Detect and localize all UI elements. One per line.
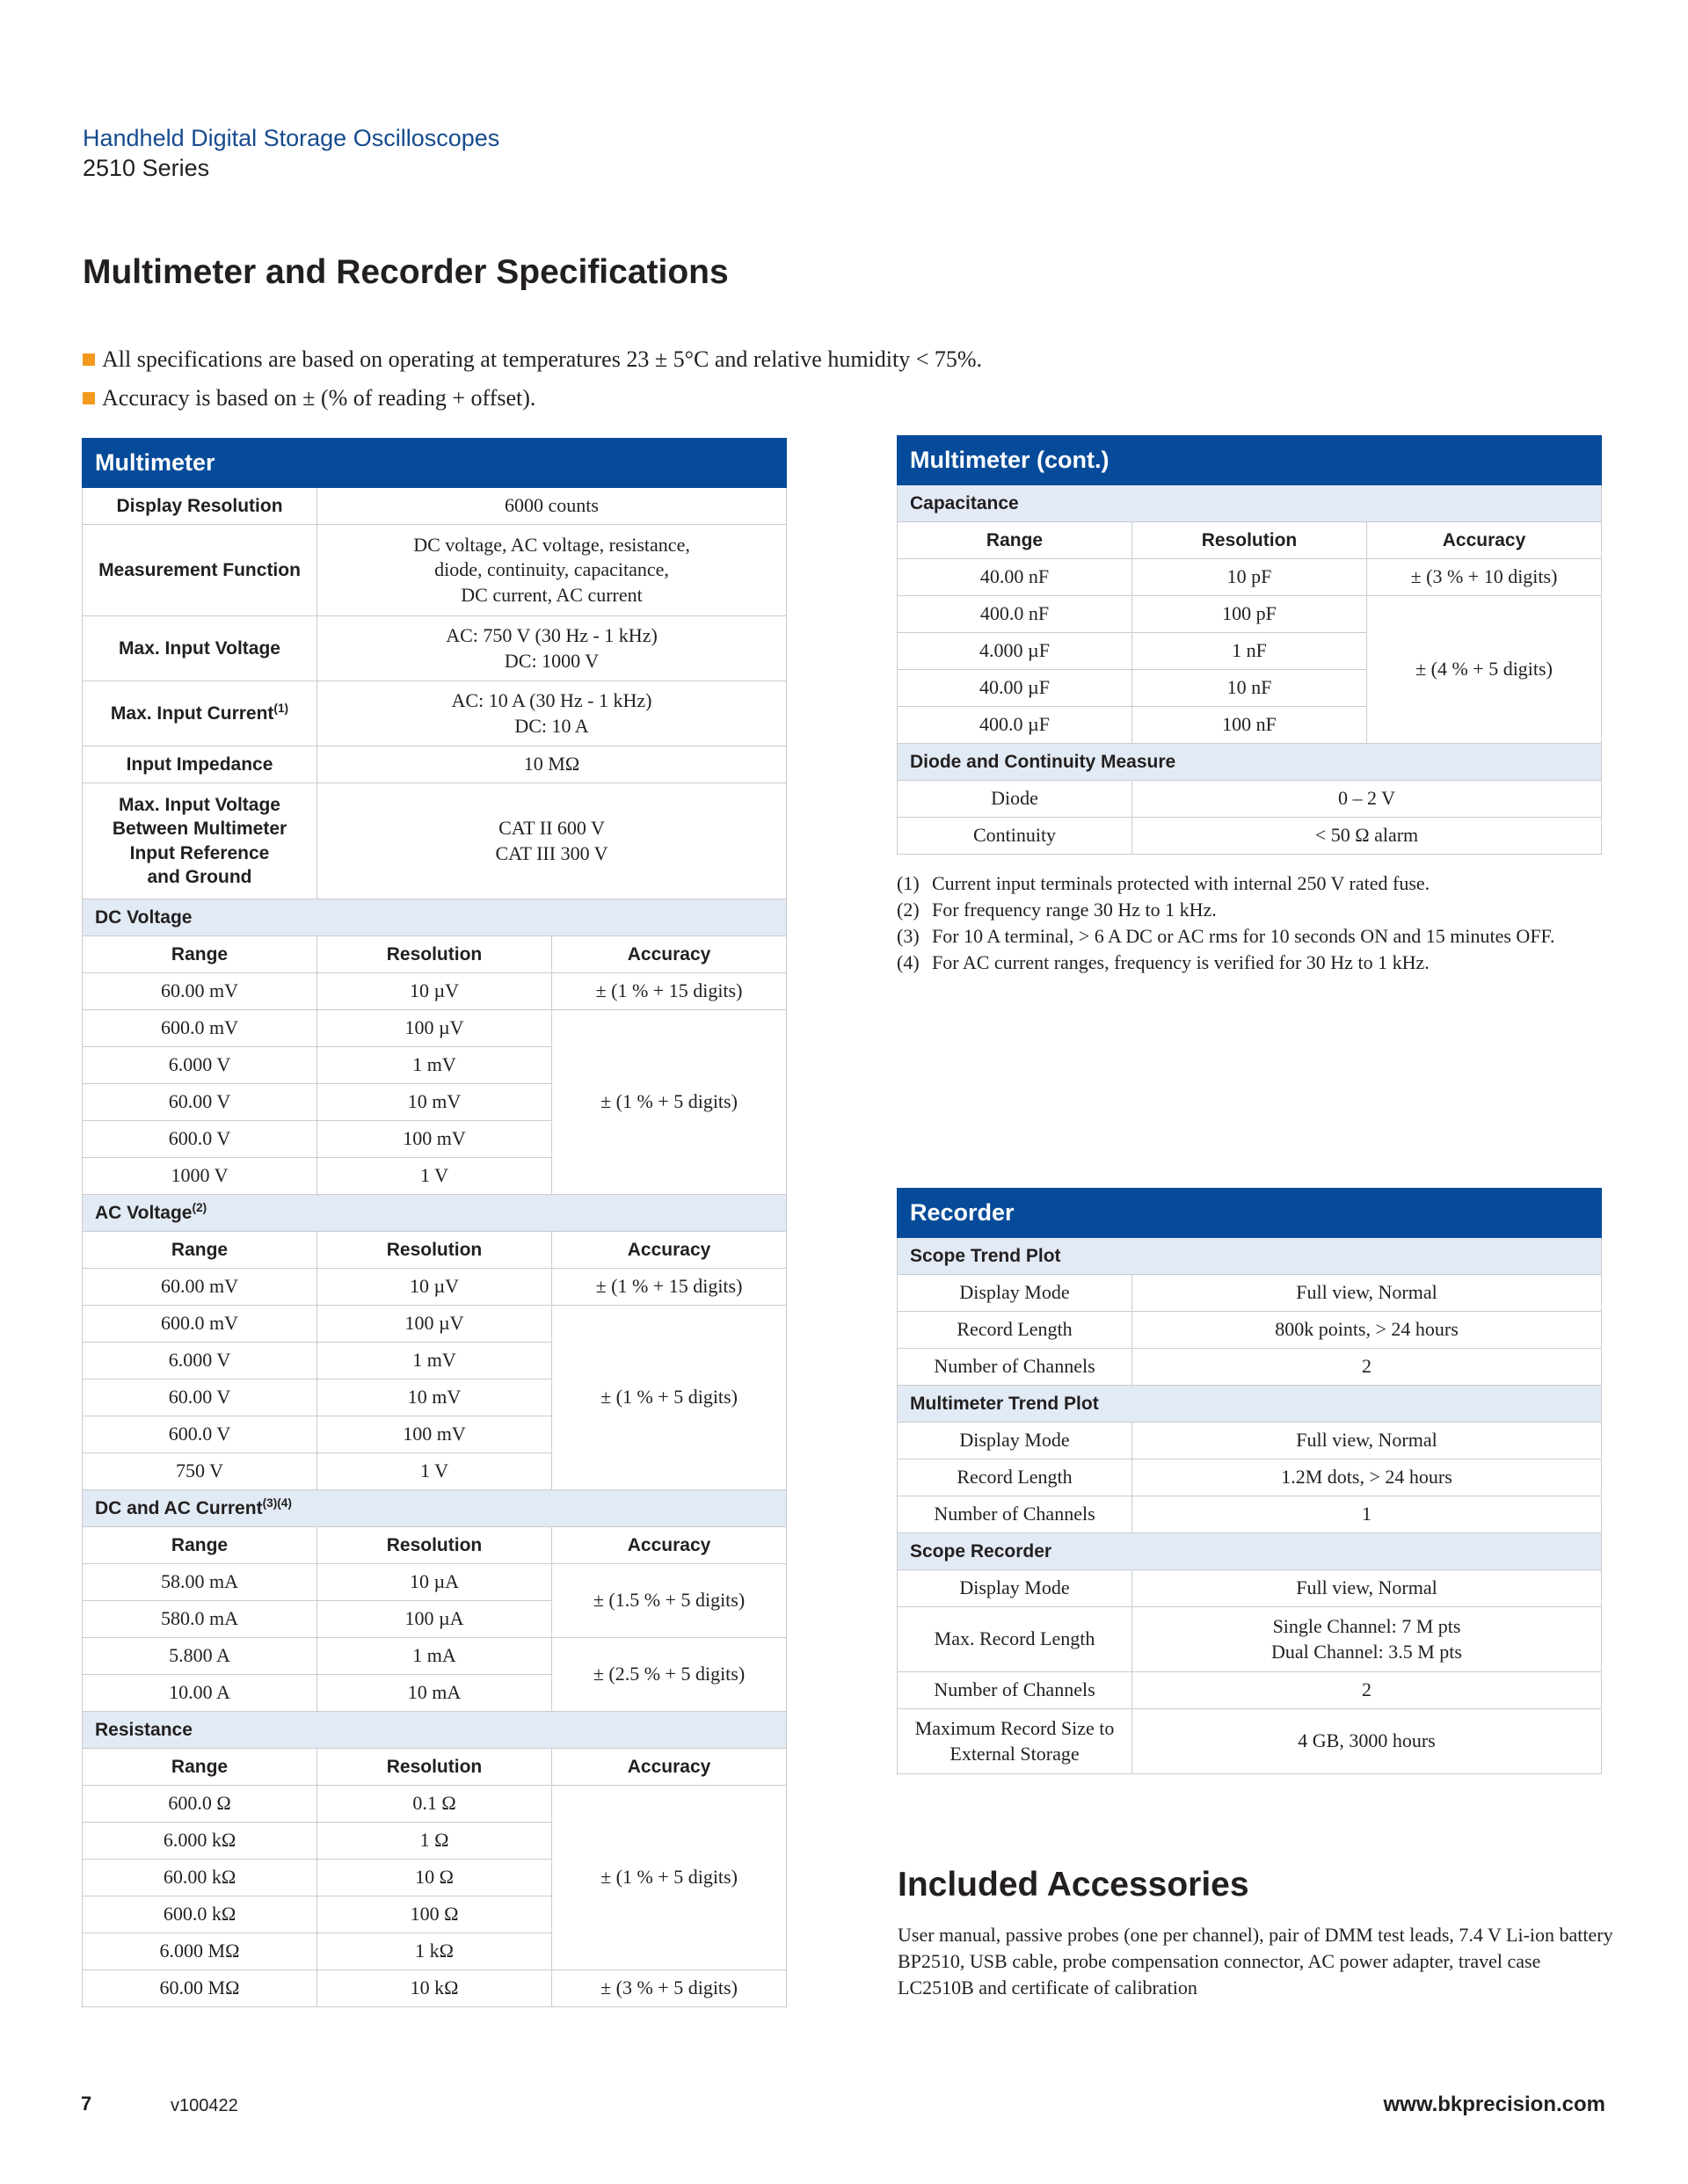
page-number: 7 <box>81 2093 92 2115</box>
resolution-cell: 100 µA <box>317 1601 552 1638</box>
value-line: AC: 10 A (30 Hz - 1 kHz) <box>451 688 652 711</box>
accuracy-cell: ± (3 % + 10 digits) <box>1367 559 1602 596</box>
spec-label <box>83 681 317 746</box>
footnote-text: For 10 A terminal, > 6 A DC or AC rms for 10 seconds ON and 15 minutes OFF. <box>932 925 1555 947</box>
footnote-number: (3) <box>897 925 920 947</box>
accuracy-cell: ± (4 % + 5 digits) <box>1367 596 1602 744</box>
square-bullet-icon <box>83 392 95 404</box>
column-header: Range <box>898 522 1132 559</box>
table-row <box>898 1312 1602 1349</box>
resolution-cell: 1 mV <box>317 1343 552 1380</box>
accuracy-cell: ± (1 % + 5 digits) <box>552 1010 787 1195</box>
column-header: Accuracy <box>1367 522 1602 559</box>
column-header: Accuracy <box>552 1527 787 1564</box>
resolution-cell: 10 Ω <box>317 1860 552 1896</box>
spec-label: Record Length <box>898 1312 1132 1349</box>
range-cell: 600.0 mV <box>83 1010 317 1047</box>
footnote-ref: (1) <box>273 702 289 716</box>
range-cell: 400.0 nF <box>898 596 1132 633</box>
range-cell: 600.0 V <box>83 1416 317 1453</box>
range-cell: 600.0 kΩ <box>83 1896 317 1933</box>
range-cell: 400.0 µF <box>898 707 1132 744</box>
resolution-cell: 10 µA <box>317 1564 552 1601</box>
spec-value <box>317 681 787 746</box>
resolution-cell: 100 mV <box>317 1121 552 1158</box>
column-header: Accuracy <box>552 936 787 973</box>
table-row <box>898 1349 1602 1386</box>
spec-label: Display Mode <box>898 1570 1132 1607</box>
accuracy-cell: ± (2.5 % + 5 digits) <box>552 1638 787 1712</box>
spec-label: Diode <box>898 781 1132 818</box>
table-row <box>83 1564 787 1601</box>
resolution-cell: 100 nF <box>1132 707 1367 744</box>
table-row <box>898 1496 1602 1533</box>
label-line: Between Multimeter <box>112 819 287 840</box>
footnote <box>897 897 1555 923</box>
range-cell: 600.0 V <box>83 1121 317 1158</box>
resolution-cell: 10 kΩ <box>317 1970 552 2007</box>
resolution-cell: 10 pF <box>1132 559 1367 596</box>
website-link[interactable]: www.bkprecision.com <box>1383 2093 1605 2116</box>
resolution-cell: 100 pF <box>1132 596 1367 633</box>
range-cell: 10.00 A <box>83 1675 317 1712</box>
range-cell: 40.00 nF <box>898 559 1132 596</box>
label-line: Maximum Record Size to <box>914 1716 1115 1739</box>
footnote-ref: (3)(4) <box>262 1496 292 1511</box>
bullet-text: Accuracy is based on ± (% of reading + offset). <box>102 385 536 411</box>
resolution-cell: 1 V <box>317 1158 552 1195</box>
footnote-text: For AC current ranges, frequency is verified for 30 Hz to 1 kHz. <box>932 951 1430 973</box>
spec-label <box>83 783 317 899</box>
range-cell: 60.00 MΩ <box>83 1970 317 2007</box>
resolution-cell: 100 µV <box>317 1010 552 1047</box>
document-series: 2510 Series <box>83 155 210 181</box>
table-row <box>83 1970 787 2007</box>
spec-value: Full view, Normal <box>1132 1570 1602 1607</box>
section-header: Capacitance <box>898 485 1602 522</box>
table-row <box>898 1423 1602 1460</box>
column-header: Resolution <box>1132 522 1367 559</box>
spec-label: Max. Record Length <box>898 1607 1132 1672</box>
range-cell: 750 V <box>83 1453 317 1490</box>
recorder-table <box>897 1188 1602 1774</box>
accuracy-cell: ± (1 % + 5 digits) <box>552 1306 787 1490</box>
section-header: Diode and Continuity Measure <box>898 744 1602 781</box>
range-cell: 40.00 µF <box>898 670 1132 707</box>
table-row <box>898 559 1602 596</box>
value-line: CAT II 600 V <box>498 816 605 839</box>
column-header: Range <box>83 936 317 973</box>
section-header: Multimeter Trend Plot <box>898 1386 1602 1423</box>
footnote <box>897 923 1555 950</box>
label-line: and Ground <box>147 866 252 887</box>
spec-label: Max. Input Voltage <box>83 616 317 681</box>
accuracy-cell: ± (1 % + 5 digits) <box>552 1786 787 1970</box>
resolution-cell: 100 µV <box>317 1306 552 1343</box>
value-line: Single Channel: 7 M pts <box>1272 1614 1461 1637</box>
range-cell: 60.00 kΩ <box>83 1860 317 1896</box>
resolution-cell: 100 Ω <box>317 1896 552 1933</box>
accessories-text: User manual, passive probes (one per channel), pair of DMM test leads, 7.4 V Li-ion battery BP2510, USB cable, probe compensation connector, AC power adapter, travel case LC2510B and certificate of calibration <box>898 1924 1613 1998</box>
range-cell: 60.00 mV <box>83 1269 317 1306</box>
table-row <box>898 1607 1602 1672</box>
accuracy-cell: ± (1.5 % + 5 digits) <box>552 1564 787 1638</box>
range-cell: 6.000 V <box>83 1047 317 1084</box>
table-title: Multimeter <box>83 439 787 488</box>
section-title: DC and AC Current <box>95 1498 263 1519</box>
spec-value: < 50 Ω alarm <box>1132 818 1602 855</box>
multimeter-table <box>82 438 787 2007</box>
spec-label: Number of Channels <box>898 1349 1132 1386</box>
section-header: Resistance <box>83 1712 787 1749</box>
column-header: Range <box>83 1749 317 1786</box>
footnotes <box>897 870 1555 976</box>
column-header: Range <box>83 1527 317 1564</box>
document-product-title: Handheld Digital Storage Oscilloscopes <box>83 125 500 151</box>
spec-value: 6000 counts <box>317 488 787 525</box>
section-header: DC Voltage <box>83 899 787 936</box>
range-cell: 1000 V <box>83 1158 317 1195</box>
footnote-number: (2) <box>897 899 920 921</box>
table-row <box>83 1306 787 1343</box>
footnote-ref: (2) <box>192 1201 207 1215</box>
resolution-cell: 1 nF <box>1132 633 1367 670</box>
spec-value: Full view, Normal <box>1132 1423 1602 1460</box>
value-line: Dual Channel: 3.5 M pts <box>1271 1640 1462 1663</box>
accuracy-cell: ± (1 % + 15 digits) <box>552 973 787 1010</box>
value-line: DC: 1000 V <box>504 649 600 672</box>
spec-value: 2 <box>1132 1349 1602 1386</box>
resolution-cell: 10 mV <box>317 1380 552 1416</box>
value-line: DC: 10 A <box>514 714 589 737</box>
section-header <box>83 1195 787 1232</box>
square-bullet-icon <box>83 353 95 366</box>
table-row <box>898 1460 1602 1496</box>
range-cell: 6.000 kΩ <box>83 1823 317 1860</box>
table-row <box>898 1672 1602 1709</box>
bullet-text: All specifications are based on operating at temperatures 23 ± 5°C and relative humidity < 75%. <box>102 346 983 372</box>
resolution-cell: 1 kΩ <box>317 1933 552 1970</box>
spec-label: Input Impedance <box>83 746 317 783</box>
spec-label: Number of Channels <box>898 1496 1132 1533</box>
resolution-cell: 1 mA <box>317 1638 552 1675</box>
resolution-cell: 10 mV <box>317 1084 552 1121</box>
spec-label: Display Resolution <box>83 488 317 525</box>
resolution-cell: 1 V <box>317 1453 552 1490</box>
value-line: DC current, AC current <box>461 583 643 606</box>
spec-bullet <box>83 346 982 373</box>
range-cell: 6.000 V <box>83 1343 317 1380</box>
spec-label: Display Mode <box>898 1275 1132 1312</box>
label-line: External Storage <box>950 1742 1080 1765</box>
section-title: AC Voltage <box>95 1203 193 1224</box>
value-line: CAT III 300 V <box>495 841 608 864</box>
range-cell: 600.0 mV <box>83 1306 317 1343</box>
section-header <box>83 1490 787 1527</box>
range-cell: 5.800 A <box>83 1638 317 1675</box>
resolution-cell: 10 mA <box>317 1675 552 1712</box>
range-cell: 60.00 V <box>83 1084 317 1121</box>
footnote-text: Current input terminals protected with internal 250 V rated fuse. <box>932 872 1430 894</box>
table-row <box>83 1638 787 1675</box>
column-header: Resolution <box>317 1749 552 1786</box>
multimeter-cont-table <box>897 435 1602 855</box>
spec-label: Number of Channels <box>898 1672 1132 1709</box>
spec-value: 10 MΩ <box>317 746 787 783</box>
spec-value <box>1132 1607 1602 1672</box>
range-cell: 60.00 V <box>83 1380 317 1416</box>
spec-value: 1 <box>1132 1496 1602 1533</box>
label-line: Max. Input Voltage <box>119 794 280 815</box>
resolution-cell: 10 nF <box>1132 670 1367 707</box>
range-cell: 580.0 mA <box>83 1601 317 1638</box>
footnote-number: (1) <box>897 872 920 894</box>
spec-value: Full view, Normal <box>1132 1275 1602 1312</box>
resolution-cell: 10 µV <box>317 1269 552 1306</box>
spec-value: 1.2M dots, > 24 hours <box>1132 1460 1602 1496</box>
spec-value: 2 <box>1132 1672 1602 1709</box>
version-code: v100422 <box>171 2096 238 2115</box>
column-header: Resolution <box>317 1527 552 1564</box>
section-header: Scope Recorder <box>898 1533 1602 1570</box>
range-cell: 60.00 mV <box>83 973 317 1010</box>
spec-value <box>317 525 787 616</box>
spec-bullet <box>83 385 535 411</box>
table-row <box>898 781 1602 818</box>
spec-value: 0 – 2 V <box>1132 781 1602 818</box>
footnote-number: (4) <box>897 951 920 973</box>
table-row <box>83 1010 787 1047</box>
value-line: diode, continuity, capacitance, <box>434 558 669 581</box>
table-title: Recorder <box>898 1189 1602 1238</box>
resolution-cell: 100 mV <box>317 1416 552 1453</box>
table-row <box>83 1269 787 1306</box>
value-line: AC: 750 V (30 Hz - 1 kHz) <box>446 623 658 646</box>
value-line: DC voltage, AC voltage, resistance, <box>413 533 690 556</box>
table-title: Multimeter (cont.) <box>898 436 1602 485</box>
spec-label: Measurement Function <box>83 525 317 616</box>
spec-label: Record Length <box>898 1460 1132 1496</box>
resolution-cell: 10 µV <box>317 973 552 1010</box>
spec-label <box>898 1709 1132 1774</box>
page-title: Multimeter and Recorder Specifications <box>83 253 729 291</box>
accessories-title: Included Accessories <box>898 1866 1249 1904</box>
section-header: Scope Trend Plot <box>898 1238 1602 1275</box>
spec-label: Continuity <box>898 818 1132 855</box>
table-row <box>898 1709 1602 1774</box>
column-header: Range <box>83 1232 317 1269</box>
table-row <box>83 1786 787 1823</box>
range-cell: 58.00 mA <box>83 1564 317 1601</box>
column-header: Resolution <box>317 1232 552 1269</box>
range-cell: 600.0 Ω <box>83 1786 317 1823</box>
spec-value: 4 GB, 3000 hours <box>1132 1709 1602 1774</box>
table-row <box>898 818 1602 855</box>
spec-value <box>317 783 787 899</box>
table-row <box>83 973 787 1010</box>
column-header: Resolution <box>317 936 552 973</box>
resolution-cell: 1 mV <box>317 1047 552 1084</box>
footnote <box>897 870 1555 897</box>
range-cell: 4.000 µF <box>898 633 1132 670</box>
footnote <box>897 950 1555 976</box>
table-row <box>898 1275 1602 1312</box>
range-cell: 6.000 MΩ <box>83 1933 317 1970</box>
column-header: Accuracy <box>552 1232 787 1269</box>
resolution-cell: 0.1 Ω <box>317 1786 552 1823</box>
accuracy-cell: ± (3 % + 5 digits) <box>552 1970 787 2007</box>
accuracy-cell: ± (1 % + 15 digits) <box>552 1269 787 1306</box>
table-row <box>898 1570 1602 1607</box>
label-text: Max. Input Current <box>110 703 274 724</box>
table-row <box>898 596 1602 633</box>
spec-value <box>317 616 787 681</box>
resolution-cell: 1 Ω <box>317 1823 552 1860</box>
spec-label: Display Mode <box>898 1423 1132 1460</box>
spec-value: 800k points, > 24 hours <box>1132 1312 1602 1349</box>
label-line: Input Reference <box>129 842 270 863</box>
footnote-text: For frequency range 30 Hz to 1 kHz. <box>932 899 1217 921</box>
column-header: Accuracy <box>552 1749 787 1786</box>
